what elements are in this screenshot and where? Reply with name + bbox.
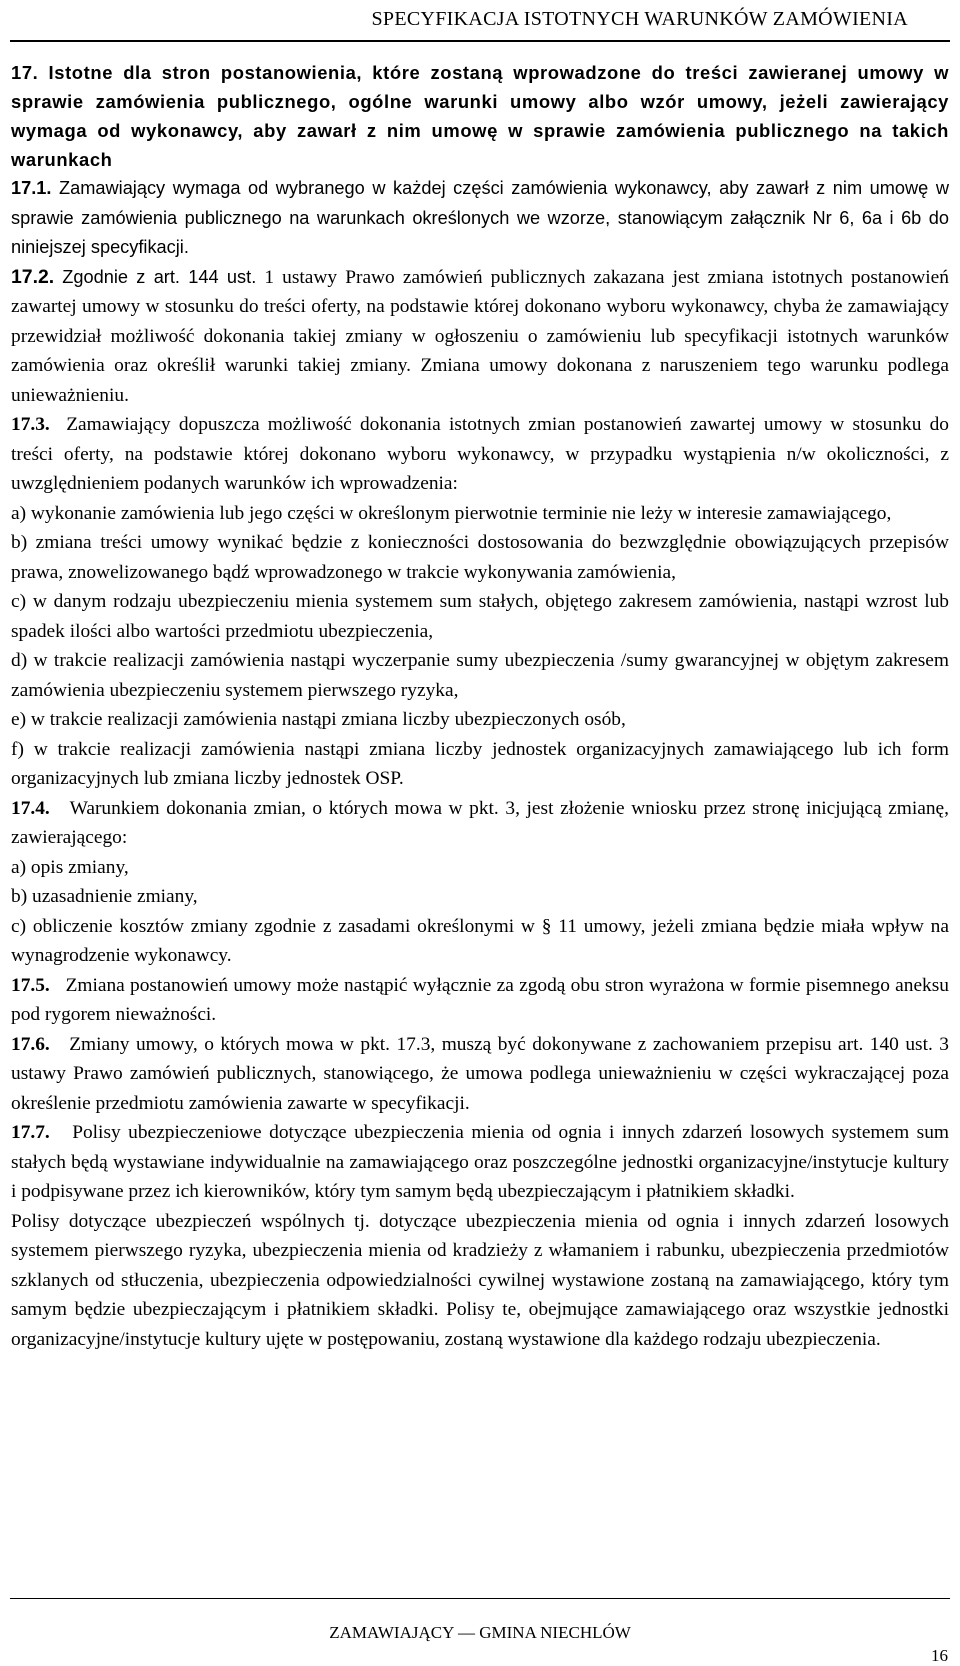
header-divider	[10, 40, 950, 42]
section-heading: 17. Istotne dla stron postanowienia, które zostaną wprowadzone do treści zawieranej umowy w sprawie zamówienia publicznego, ogólne warunki umowy albo wzór umowy, jeżeli zawierający wymaga od wykonawcy, aby zawarł z nim umowę w sprawie zamówienia publicznego na takich warunkach	[11, 62, 949, 170]
list-item-b: b) uzasadnienie zmiany,	[11, 886, 198, 907]
paragraph-17-3	[11, 410, 949, 499]
paragraph-text: 1 ustawy Prawo zamówień publicznych zakazana jest zmiana istotnych postanowień zawartej umowy w stosunku do treści oferty, na podstawie której dokonano wyboru wykonawcy, chyba że zamawiający przewidział możliwość dokonania takiej zmiany w ogłoszeniu o zamówieniu lub specyfikacji istotnych warunków zamówienia oraz określił warunki takiej zmiany. Zmiana umowy dokonana z naruszeniem tego warunku podlega unieważnieniu.	[11, 266, 949, 406]
list-item-a: a) wykonanie zamówienia lub jego części w określonym pierwotnie terminie nie leży w interesie zamawiającego,	[11, 502, 892, 524]
paragraph-number: 17.2.	[11, 265, 55, 288]
page-footer: ZAMAWIAJĄCY — GMINA NIECHLÓW	[329, 1623, 631, 1642]
paragraph-17-6	[11, 1030, 949, 1119]
paragraph-text: Zamawiający dopuszcza możliwość dokonania istotnych zmian postanowień zawartej umowy w stosunku do treści oferty, na podstawie której dokonano wyboru wykonawcy, w przypadku wystąpienia n/w okoliczności, z uwzględnieniem podanych warunków ich wprowadzenia:	[11, 414, 949, 494]
paragraph-17-5	[11, 971, 949, 1030]
paragraph-text: Zmiany umowy, o których mowa w pkt. 17.3, muszą być dokonywane z zachowaniem przepisu art. 140 ust. 3 ustawy Prawo zamówień publicznych, stanowiącego, że umowa podlega unieważnieniu w części wykraczającej poza określenie przedmiotu zamówienia zawarte w specyfikacji.	[11, 1033, 949, 1114]
list-item-c: c) obliczenie kosztów zmiany zgodnie z zasadami określonymi w § 11 umowy, jeżeli zmiana będzie miała wpływ na wynagrodzenie wykonawcy.	[11, 915, 949, 966]
paragraph-text: Polisy ubezpieczeniowe dotyczące ubezpieczenia mienia od ognia i innych zdarzeń losowych systemem sum stałych będą wystawiane indywidualnie na zamawiającego oraz poszczególne jednostki organizacyjne/instytucje kultury i podpisywane przez ich kierowników, który tym samym będą ubezpieczającym i płatnikiem składki.	[11, 1122, 949, 1202]
paragraph-text: Zamawiający wymaga od wybranego w każdej części zamówienia wykonawcy, aby zawarł z nim umowę w sprawie zamówienia publicznego na warunkach określonych we wzorze, stanowiącym załącznik Nr 6, 6a i 6b do niniejszej specyfikacji.	[11, 178, 949, 257]
paragraph-number: 17.7.	[11, 1122, 50, 1143]
list-item-a: a) opis zmiany,	[11, 856, 129, 878]
list-item-d: d) w trakcie realizacji zamówienia nastąpi wyczerpanie sumy ubezpieczenia /sumy gwarancyjnej w objętym zakresem zamówienia ubezpieczeniu systemem pierwszego ryzyka,	[11, 650, 949, 701]
list-item-f: f) w trakcie realizacji zamówienia nastąpi zmiana liczby jednostek organizacyjnych zamawiającego lub ich form organizacyjnych lub zmiana liczby jednostek OSP.	[11, 738, 949, 789]
document-body	[11, 58, 949, 1354]
page-number: 16	[931, 1646, 948, 1665]
paragraph-number: 17.6.	[11, 1033, 50, 1055]
paragraph-17-7-continued: Polisy dotyczące ubezpieczeń wspólnych tj. dotyczące ubezpieczenia mienia od ognia i innych zdarzeń losowych systemem pierwszego ryzyka, ubezpieczenia mienia od kradzieży z włamaniem i rabunku, ubezpieczenia przedmiotów szklanych od stłuczenia, ubezpieczenia odpowiedzialności cywilnej wystawione zostaną na zamawiającego, który tym samym będzie ubezpieczającym i płatnikiem składki. Polisy te, obejmujące zamawiającego oraz wszystkie jednostki organizacyjne/instytucje kultury ujęte w postępowaniu, zostaną wystawione dla każdego rodzaju ubezpieczenia.	[11, 1210, 949, 1350]
paragraph-text: Warunkiem dokonania zmian, o których mowa w pkt. 3, jest złożenie wniosku przez stronę inicjującą zmianę, zawierającego:	[11, 797, 949, 848]
paragraph-17-2	[11, 263, 949, 411]
list-item-b: b) zmiana treści umowy wynikać będzie z konieczności dostosowania do bezwzględnie obowiązujących przepisów prawa, znowelizowanego bądź wprowadzonego w trakcie wykonywania zamówienia,	[11, 532, 949, 583]
page-header: SPECYFIKACJA ISTOTNYCH WARUNKÓW ZAMÓWIENIA	[371, 8, 908, 30]
paragraph-lead: Zgodnie z art. 144 ust.	[62, 266, 257, 287]
paragraph-number: 17.3.	[11, 414, 50, 435]
footer-divider	[10, 1598, 950, 1599]
list-item-e: e) w trakcie realizacji zamówienia nastąpi zmiana liczby ubezpieczonych osób,	[11, 709, 626, 730]
list-item-c: c) w danym rodzaju ubezpieczeniu mienia systemem sum stałych, objętego zakresem zamówienia, nastąpi wzrost lub spadek ilości albo wartości przedmiotu ubezpieczenia,	[11, 591, 949, 642]
paragraph-text: Zmiana postanowień umowy może nastąpić wyłącznie za zgodą obu stron wyrażona w formie pisemnego aneksu pod rygorem nieważności.	[11, 974, 949, 1025]
paragraph-17-7	[11, 1118, 949, 1207]
paragraph-number: 17.1.	[11, 178, 52, 198]
paragraph-number: 17.4.	[11, 797, 50, 819]
paragraph-17-4	[11, 794, 949, 853]
paragraph-number: 17.5.	[11, 974, 50, 996]
paragraph-17-1	[11, 174, 949, 263]
